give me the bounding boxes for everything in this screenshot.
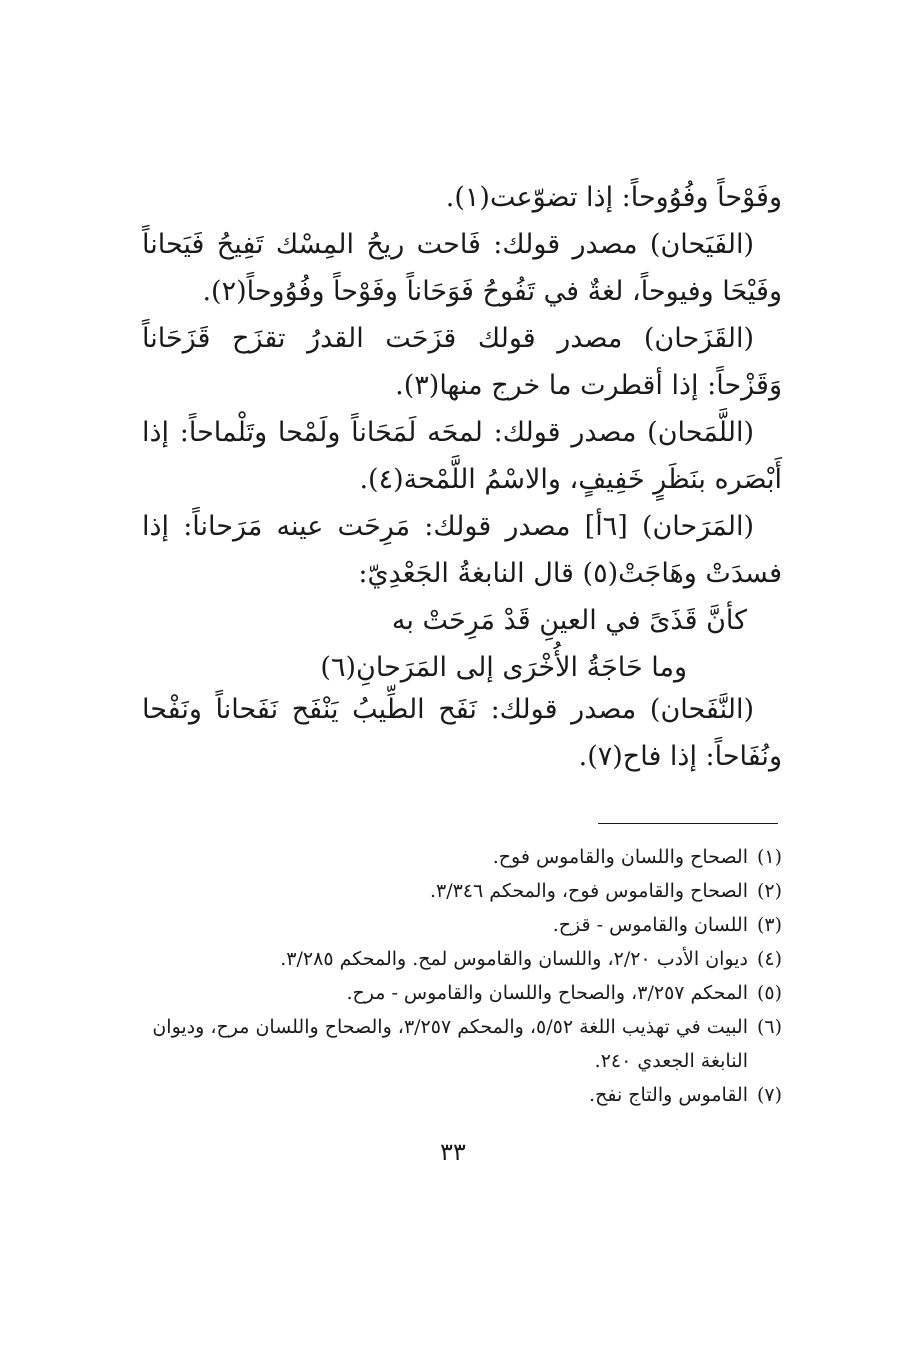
paragraph-fawh-continuation: وفَوْحاً وفُوُوحاً: إذا تضوّعت(١). [445,182,782,213]
footnote-number: (٥) [756,982,782,1004]
paragraph-qazahan: (القَزَحان) مصدر قولك قزَحَت القدرُ تقزَح قَزَحَاناً وَقَزْحاً: إذا أقطرت ما خرج منها(٣). [142,323,782,401]
footnote-text: القاموس والتاج نفح. [589,1084,748,1106]
verse-first-hemistich: كأنَّ قَذَىً في العينِ قَدْ مَرِحَتْ به [391,605,747,636]
footnote-text: الصحاح والقاموس فوح، والمحكم ٣/٣٤٦. [429,880,748,902]
footnote-number: (٤) [756,948,782,970]
footnotes [142,840,782,1112]
footnote [142,874,782,908]
footnote-text: المحكم ٣/٢٥٧، والصحاح واللسان والقاموس - مرح. [346,982,748,1004]
footnote [142,1078,782,1112]
paragraph-marahan: (المَرَحان) [٦أ] مصدر قولك: مَرِحَت عينه مَرَحاناً: إذا فسدَتْ وهَاجَتْ(٥) قال النابغةُ الجَعْدِيّ: [142,511,782,589]
paragraph-nafahan: (النَّفَحان) مصدر قولك: نَفَح الطِّيبُ يَنْفَح نَفَحاناً ونَفْحا ونُفَاحاً: إذا فاح(٧). [142,694,782,772]
footnote-number: (٣) [756,914,782,936]
footnote-text: ديوان الأدب ٢/٢٠، واللسان والقاموس لمح. والمحكم ٣/٢٨٥. [280,948,748,970]
footnote-number: (٧) [756,1084,782,1106]
paragraph-fayahan: (الفَيَحان) مصدر قولك: فَاحت ريحُ المِسْك تَفِيحُ فَيَحاناً وفَيْحَا وفيوحاً، لغةٌ في تَفُوحُ فَوَحَاناً وفَوْحاً وفُوُوحاً(٢). [142,229,782,307]
poetry-verse [142,597,782,691]
paragraph-lamahan: (اللَّمَحان) مصدر قولك: لمحَه لَمَحَاناً ولَمْحا وتَلْماحاً: إذا أَبْصَره بنَظَرٍ خَفِيفٍ، والاسْمُ اللَّمْحة(٤). [142,417,782,495]
verse-second-hemistich: وما حَاجَةُ الأُخْرَى إلى المَرَحانِ(٦) [320,652,687,683]
footnote-number: (٢) [756,880,782,902]
footnote-separator [598,823,778,824]
footnote [142,1010,782,1078]
footnote-text: البيت في تهذيب اللغة ٥/٥٢، والمحكم ٣/٢٥٧، والصحاح واللسان مرح، وديوان النابغة الجعدي ٢٤٠. [152,1016,748,1072]
footnote-number: (١) [756,846,782,868]
footnote-number: (٦) [756,1016,782,1038]
footnote [142,942,782,976]
footnote-text: الصحاح واللسان والقاموس فوح. [492,846,748,868]
footnote [142,976,782,1010]
main-text-upper [142,174,782,597]
main-text-lower [142,686,782,780]
footnote [142,908,782,942]
footnote [142,840,782,874]
page-number: ٣٣ [440,1138,466,1166]
footnote-text: اللسان والقاموس - قزح. [552,914,748,936]
